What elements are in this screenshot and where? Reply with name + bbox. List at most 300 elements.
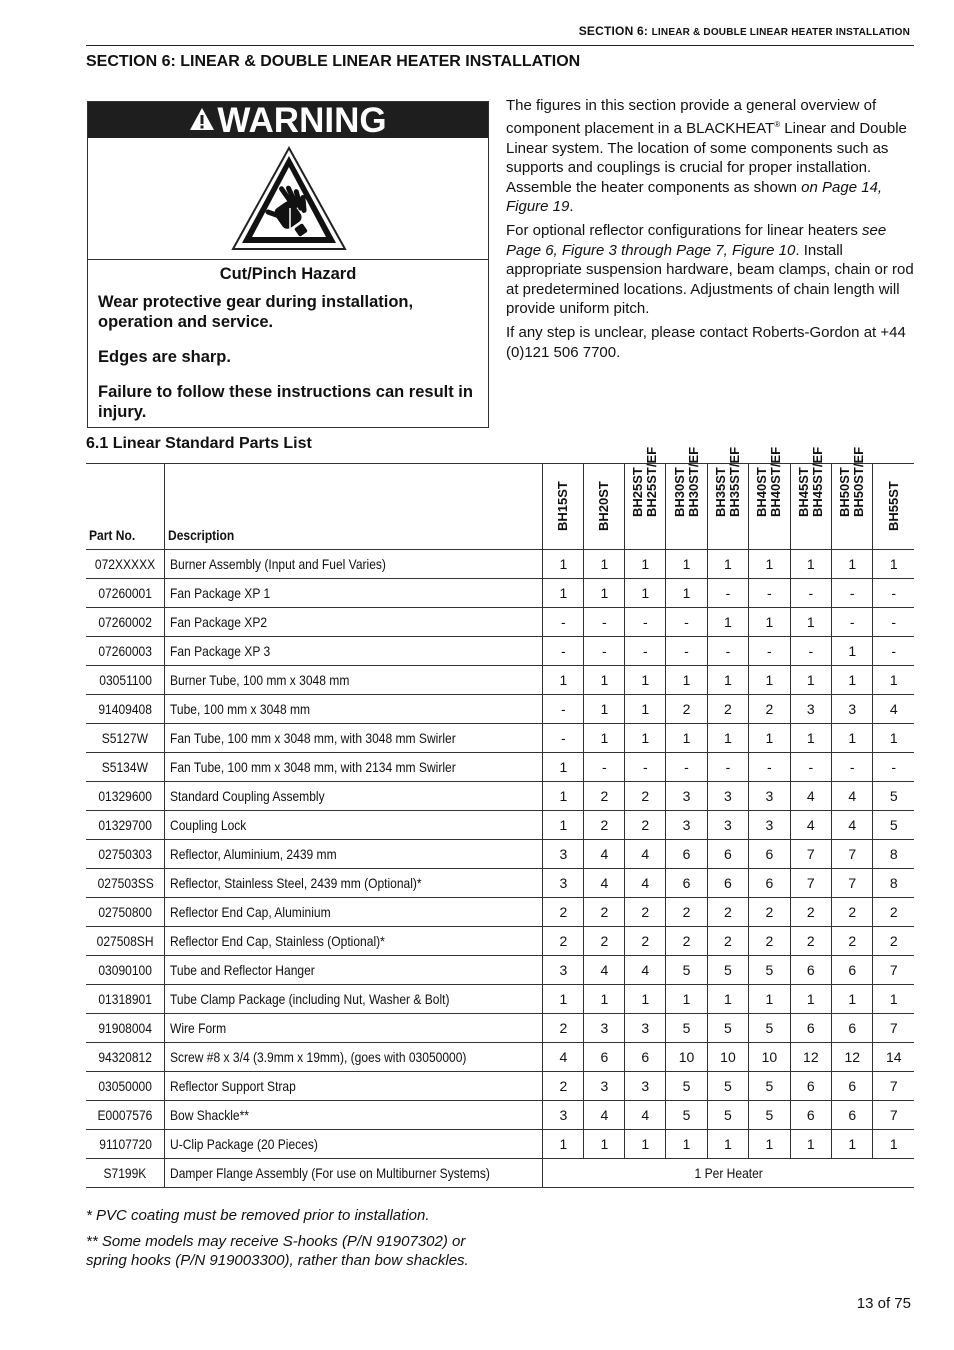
quantity-cell: 6 <box>625 1043 666 1072</box>
part-number-cell <box>86 550 165 579</box>
description-cell <box>165 1043 543 1072</box>
part-number-cell <box>86 753 165 782</box>
quantity-cell: - <box>873 637 914 666</box>
quantity-cell: 2 <box>749 927 790 956</box>
model-label: BH20ST <box>596 481 612 531</box>
quantity-cell: 4 <box>790 782 831 811</box>
quantity-cell: 2 <box>584 898 625 927</box>
quantity-cell: 3 <box>832 695 873 724</box>
part-number: 072XXXXX <box>95 556 156 572</box>
quantity-cell: 2 <box>543 1072 584 1101</box>
quantity-cell: 1 <box>873 666 914 695</box>
part-number: S5134W <box>102 759 149 775</box>
quantity-cell: 1 <box>584 724 625 753</box>
table-row <box>86 782 914 811</box>
part-number-cell <box>86 666 165 695</box>
part-number: S7199K <box>103 1165 147 1181</box>
column-header-part-no <box>86 464 165 550</box>
quantity-cell: 1 <box>625 550 666 579</box>
part-number-cell <box>86 782 165 811</box>
part-number-cell <box>86 1014 165 1043</box>
quantity-cell: - <box>625 608 666 637</box>
description: Bow Shackle** <box>170 1107 250 1123</box>
part-number: E0007576 <box>97 1107 153 1123</box>
footnote-2: ** Some models may receive S-hooks (P/N 91907302) or spring hooks (P/N 919003300), rather than bow shackles. <box>86 1232 469 1269</box>
description-cell <box>165 840 543 869</box>
description-cell <box>165 927 543 956</box>
description-cell <box>165 579 543 608</box>
quantity-cell: 2 <box>584 782 625 811</box>
quantity-cell: - <box>543 695 584 724</box>
description: Wire Form <box>170 1020 227 1036</box>
part-number-cell <box>86 579 165 608</box>
quantity-cell: 3 <box>707 782 748 811</box>
quantity-cell: 1 <box>666 1130 707 1159</box>
table-row <box>86 550 914 579</box>
part-number: S5127W <box>102 730 149 746</box>
quantity-cell: 5 <box>707 1014 748 1043</box>
part-number: 03051100 <box>98 672 152 688</box>
quantity-cell: 6 <box>749 840 790 869</box>
description: Fan Tube, 100 mm x 3048 mm, with 3048 mm Swirler <box>170 730 457 746</box>
model-label: BH55ST <box>885 481 901 531</box>
column-header-model <box>707 446 748 550</box>
part-number-cell <box>86 1159 165 1188</box>
quantity-cell: 5 <box>873 811 914 840</box>
quantity-cell: 10 <box>749 1043 790 1072</box>
quantity-cell: 6 <box>832 956 873 985</box>
quantity-cell: - <box>584 637 625 666</box>
description-cell <box>165 782 543 811</box>
description: Fan Package XP2 <box>170 614 268 630</box>
table-row <box>86 666 914 695</box>
quantity-cell: 7 <box>790 840 831 869</box>
description: U-Clip Package (20 Pieces) <box>170 1136 319 1152</box>
quantity-cell: 5 <box>749 1072 790 1101</box>
model-label: BH30ST BH30ST/EF <box>671 446 701 517</box>
table-row <box>86 753 914 782</box>
part-number-cell <box>86 724 165 753</box>
quantity-cell: 2 <box>873 927 914 956</box>
model-label: BH35ST BH35ST/EF <box>712 446 742 517</box>
table-row <box>86 1014 914 1043</box>
quantity-cell: - <box>873 579 914 608</box>
part-number: 07260001 <box>98 585 153 601</box>
table-row <box>86 985 914 1014</box>
part-number-cell <box>86 956 165 985</box>
quantity-cell: 2 <box>625 898 666 927</box>
quantity-cell: 1 <box>625 1130 666 1159</box>
quantity-cell: 2 <box>666 695 707 724</box>
quantity-cell: 1 <box>625 985 666 1014</box>
part-number: 03050000 <box>98 1078 153 1094</box>
quantity-cell: 3 <box>749 782 790 811</box>
hazard-title: Cut/Pinch Hazard <box>219 265 357 283</box>
quantity-cell: 4 <box>625 1101 666 1130</box>
quantity-cell: 2 <box>584 927 625 956</box>
warning-line-2: Edges are sharp. <box>98 348 231 366</box>
part-number: 03090100 <box>98 962 153 978</box>
quantity-cell: - <box>666 637 707 666</box>
quantity-cell: 5 <box>749 1101 790 1130</box>
quantity-cell: 3 <box>543 1101 584 1130</box>
footnote-1: * PVC coating must be removed prior to installation. <box>86 1207 430 1224</box>
quantity-cell: 1 <box>584 1130 625 1159</box>
quantity-cell: - <box>790 753 831 782</box>
table-row <box>86 579 914 608</box>
part-number: 027508SH <box>96 933 154 949</box>
quantity-cell: 2 <box>873 898 914 927</box>
table-row <box>86 637 914 666</box>
quantity-cell: 2 <box>707 927 748 956</box>
model-label: BH25ST BH25ST/EF <box>630 446 660 517</box>
quantity-cell: 5 <box>666 1014 707 1043</box>
column-header-part-no-label: Part No. <box>89 527 136 543</box>
part-number: 02750303 <box>98 846 153 862</box>
intro-paragraph-1 <box>506 96 916 216</box>
quantity-cell: - <box>707 637 748 666</box>
table-row <box>86 1130 914 1159</box>
intro-p1-text-b: Linear and Double Linear system. The location of some components such as supports and couplings is crucial for proper installation. Assemble the heater components as shown <box>506 120 907 196</box>
quantity-cell: 8 <box>873 869 914 898</box>
quantity-cell: 5 <box>707 956 748 985</box>
column-header-model <box>790 446 831 550</box>
quantity-cell: 4 <box>584 840 625 869</box>
quantity-cell: - <box>543 724 584 753</box>
quantity-cell: 2 <box>832 898 873 927</box>
quantity-cell: 6 <box>707 840 748 869</box>
quantity-cell: 6 <box>790 1072 831 1101</box>
quantity-cell: 1 <box>543 1130 584 1159</box>
quantity-cell: 6 <box>584 1043 625 1072</box>
table-row <box>86 724 914 753</box>
quantity-cell: 3 <box>543 869 584 898</box>
quantity-cell: 14 <box>873 1043 914 1072</box>
quantity-cell: 7 <box>873 1101 914 1130</box>
warning-box <box>87 101 489 428</box>
quantity-cell: - <box>749 579 790 608</box>
quantity-cell: 1 <box>790 985 831 1014</box>
quantity-cell: 1 <box>749 1130 790 1159</box>
column-header-description <box>165 464 543 550</box>
quantity-cell: 1 <box>584 985 625 1014</box>
quantity-cell: 1 <box>707 724 748 753</box>
quantity-cell: 4 <box>543 1043 584 1072</box>
intro-paragraph-3: If any step is unclear, please contact Roberts-Gordon at +44 (0)121 506 7700. <box>506 324 906 361</box>
quantity-cell: - <box>584 753 625 782</box>
quantity-cell: 3 <box>707 811 748 840</box>
quantity-cell: 2 <box>625 811 666 840</box>
description-cell <box>165 1159 543 1188</box>
quantity-cell: - <box>543 608 584 637</box>
figure-reference: on Page 14, Figure 19 <box>506 178 883 216</box>
running-header-rest: LINEAR & DOUBLE LINEAR HEATER INSTALLATION <box>651 27 910 38</box>
quantity-cell: 1 <box>749 985 790 1014</box>
description: Reflector, Aluminium, 2439 mm <box>170 846 338 862</box>
table-row <box>86 1072 914 1101</box>
quantity-cell: 1 <box>584 550 625 579</box>
description: Reflector Support Strap <box>170 1078 297 1094</box>
table-row <box>86 898 914 927</box>
description: Fan Package XP 1 <box>170 585 271 601</box>
quantity-cell: 4 <box>873 695 914 724</box>
table-row <box>86 956 914 985</box>
quantity-cell: 6 <box>749 869 790 898</box>
description: Standard Coupling Assembly <box>170 788 326 804</box>
warning-line-3: Failure to follow these instructions can result in injury. <box>98 383 473 421</box>
quantity-cell: 10 <box>666 1043 707 1072</box>
quantity-cell: 1 <box>832 1130 873 1159</box>
quantity-cell: 2 <box>832 927 873 956</box>
description-cell <box>165 666 543 695</box>
quantity-cell: - <box>584 608 625 637</box>
part-number: 01329600 <box>98 788 153 804</box>
part-number-cell <box>86 608 165 637</box>
quantity-cell: 8 <box>873 840 914 869</box>
warning-triangle-icon <box>189 101 215 139</box>
quantity-cell: 1 <box>707 1130 748 1159</box>
model-label: BH45ST BH45ST/EF <box>795 446 825 517</box>
quantity-cell: 1 <box>666 550 707 579</box>
quantity-cell: 2 <box>790 898 831 927</box>
table-row <box>86 869 914 898</box>
quantity-cell: 3 <box>666 811 707 840</box>
description: Coupling Lock <box>170 817 247 833</box>
part-number: 01318901 <box>98 991 153 1007</box>
part-number: 07260002 <box>98 614 153 630</box>
quantity-cell: - <box>832 753 873 782</box>
footnotes <box>86 1206 506 1277</box>
description-cell <box>165 608 543 637</box>
quantity-cell: 12 <box>790 1043 831 1072</box>
quantity-cell: 3 <box>790 695 831 724</box>
quantity-cell: 1 <box>790 724 831 753</box>
quantity-cell: 1 <box>543 753 584 782</box>
quantity-cell: 1 <box>707 666 748 695</box>
quantity-cell: 1 <box>832 666 873 695</box>
quantity-cell: - <box>707 753 748 782</box>
quantity-cell: 7 <box>832 869 873 898</box>
part-number-cell <box>86 637 165 666</box>
quantity-cell: 1 <box>749 724 790 753</box>
description-cell <box>165 724 543 753</box>
table-row <box>86 840 914 869</box>
page-number: 13 of 75 <box>856 1295 911 1312</box>
quantity-cell: 1 <box>749 550 790 579</box>
quantity-cell: 6 <box>666 840 707 869</box>
quantity-cell: - <box>749 637 790 666</box>
quantity-cell: - <box>543 637 584 666</box>
part-number-cell <box>86 811 165 840</box>
table-row <box>86 927 914 956</box>
quantity-cell: 1 <box>707 608 748 637</box>
part-number-cell <box>86 869 165 898</box>
header-rule <box>86 45 914 46</box>
quantity-cell: - <box>873 753 914 782</box>
quantity-cell: 1 <box>873 724 914 753</box>
quantity-cell: - <box>625 637 666 666</box>
column-header-model <box>749 446 790 550</box>
quantity-cell: 1 <box>543 811 584 840</box>
description-cell <box>165 1101 543 1130</box>
part-number: 07260003 <box>98 643 153 659</box>
description-cell <box>165 550 543 579</box>
table-header-row <box>86 464 914 550</box>
description: Tube and Reflector Hanger <box>170 962 316 978</box>
description-cell <box>165 637 543 666</box>
column-header-description-label: Description <box>168 527 235 543</box>
quantity-cell: 4 <box>790 811 831 840</box>
quantity-cell: 6 <box>832 1101 873 1130</box>
part-number: 91908004 <box>98 1020 153 1036</box>
quantity-cell: 3 <box>584 1014 625 1043</box>
quantity-cell: 1 <box>543 550 584 579</box>
quantity-cell: 5 <box>873 782 914 811</box>
description: Tube Clamp Package (including Nut, Washer & Bolt) <box>170 991 450 1007</box>
quantity-cell: 1 <box>625 579 666 608</box>
quantity-cell: 1 <box>543 985 584 1014</box>
quantity-cell: 2 <box>543 898 584 927</box>
quantity-cell: 2 <box>543 927 584 956</box>
quantity-cell: 2 <box>666 927 707 956</box>
part-number-cell <box>86 1043 165 1072</box>
quantity-cell: 5 <box>749 1014 790 1043</box>
part-number: 94320812 <box>98 1049 153 1065</box>
intro-p2-text-b: . Install appropriate suspension hardware, beam clamps, chain or rod at predetermined locations. Adjustments of chain length will provide uniform pitch. <box>506 241 914 318</box>
quantity-cell: 2 <box>666 898 707 927</box>
part-number-cell <box>86 898 165 927</box>
description-cell <box>165 898 543 927</box>
quantity-cell: 1 <box>543 666 584 695</box>
quantity-cell: 3 <box>749 811 790 840</box>
quantity-cell: 4 <box>625 869 666 898</box>
quantity-cell: 6 <box>790 1101 831 1130</box>
quantity-cell: 2 <box>584 811 625 840</box>
quantity-cell: 5 <box>666 1072 707 1101</box>
quantity-cell: 5 <box>749 956 790 985</box>
table-row <box>86 1043 914 1072</box>
quantity-cell: - <box>832 579 873 608</box>
quantity-cell: 2 <box>625 782 666 811</box>
part-number: 01329700 <box>98 817 153 833</box>
quantity-cell: 1 <box>873 550 914 579</box>
quantity-cell: 1 <box>790 666 831 695</box>
quantity-cell: 6 <box>790 956 831 985</box>
part-number-cell <box>86 1130 165 1159</box>
model-label: BH15ST <box>555 481 571 531</box>
cut-hand-hazard-icon <box>230 145 348 253</box>
quantity-cell: 1 <box>707 550 748 579</box>
description: Fan Tube, 100 mm x 3048 mm, with 2134 mm Swirler <box>170 759 457 775</box>
quantity-cell: 6 <box>832 1014 873 1043</box>
quantity-cell: 6 <box>790 1014 831 1043</box>
description: Reflector End Cap, Aluminium <box>170 904 332 920</box>
quantity-cell: - <box>790 579 831 608</box>
quantity-cell: 3 <box>625 1072 666 1101</box>
quantity-cell: - <box>707 579 748 608</box>
part-number-cell <box>86 985 165 1014</box>
quantity-cell: 1 <box>790 608 831 637</box>
warning-banner-text: WARNING <box>217 101 387 140</box>
table-row <box>86 608 914 637</box>
part-number-cell <box>86 695 165 724</box>
quantity-cell: - <box>666 753 707 782</box>
quantity-cell: 5 <box>666 1101 707 1130</box>
quantity-cell: 7 <box>873 1014 914 1043</box>
quantity-cell: 1 <box>666 579 707 608</box>
intro-p1-text: The figures in this section provide a general overview of component placement in a BLACKHEAT <box>506 97 877 138</box>
table-row <box>86 1159 914 1188</box>
quantity-cell: 2 <box>749 898 790 927</box>
parts-table <box>86 446 914 1188</box>
quantity-cell: 4 <box>584 956 625 985</box>
quantity-all-models-cell <box>543 1159 914 1188</box>
quantity-cell: 3 <box>543 840 584 869</box>
quantity-cell: 3 <box>625 1014 666 1043</box>
description: Reflector End Cap, Stainless (Optional)* <box>170 933 386 949</box>
quantity-cell: 7 <box>832 840 873 869</box>
quantity-cell: 1 <box>832 637 873 666</box>
quantity-cell: 1 <box>749 608 790 637</box>
quantity-cell: 10 <box>707 1043 748 1072</box>
quantity-cell: 6 <box>666 869 707 898</box>
quantity-cell: 1 <box>625 724 666 753</box>
description-cell <box>165 985 543 1014</box>
quantity-cell: 4 <box>584 869 625 898</box>
quantity-cell: 1 <box>832 724 873 753</box>
quantity-cell: 1 <box>790 550 831 579</box>
description: Reflector, Stainless Steel, 2439 mm (Optional)* <box>170 875 423 891</box>
quantity-cell: 1 <box>873 985 914 1014</box>
quantity-cell: 3 <box>666 782 707 811</box>
column-header-model <box>625 446 666 550</box>
quantity-cell: 1 <box>873 1130 914 1159</box>
description-cell <box>165 956 543 985</box>
quantity-cell: 1 <box>584 666 625 695</box>
part-number: 91107720 <box>98 1136 152 1152</box>
quantity-cell: 5 <box>707 1101 748 1130</box>
description-cell <box>165 695 543 724</box>
warning-text <box>98 264 478 437</box>
intro-text <box>506 96 916 367</box>
quantity-cell: - <box>790 637 831 666</box>
quantity-cell: 6 <box>707 869 748 898</box>
quantity-cell: - <box>873 608 914 637</box>
quantity-cell: 2 <box>749 695 790 724</box>
description: Tube, 100 mm x 3048 mm <box>170 701 311 717</box>
warning-line-1: Wear protective gear during installation, operation and service. <box>98 293 414 331</box>
subsection-title: 6.1 Linear Standard Parts List <box>86 435 312 452</box>
quantity-cell: 1 <box>666 985 707 1014</box>
column-header-model <box>873 464 914 550</box>
quantity-cell: 2 <box>707 695 748 724</box>
running-header-prefix: SECTION 6: <box>578 24 652 38</box>
description: Damper Flange Assembly (For use on Multiburner Systems) <box>170 1165 491 1181</box>
table-row <box>86 811 914 840</box>
description: Burner Assembly (Input and Fuel Varies) <box>170 556 387 572</box>
part-number-cell <box>86 927 165 956</box>
column-header-model <box>832 446 873 550</box>
quantity-cell: 2 <box>543 1014 584 1043</box>
part-number-cell <box>86 840 165 869</box>
quantity-cell: 3 <box>543 956 584 985</box>
quantity-cell: 4 <box>625 840 666 869</box>
part-number: 91409408 <box>98 701 153 717</box>
description-cell <box>165 1130 543 1159</box>
quantity-cell: 4 <box>584 1101 625 1130</box>
quantity-cell: 1 <box>625 695 666 724</box>
model-label: BH50ST BH50ST/EF <box>837 446 867 517</box>
